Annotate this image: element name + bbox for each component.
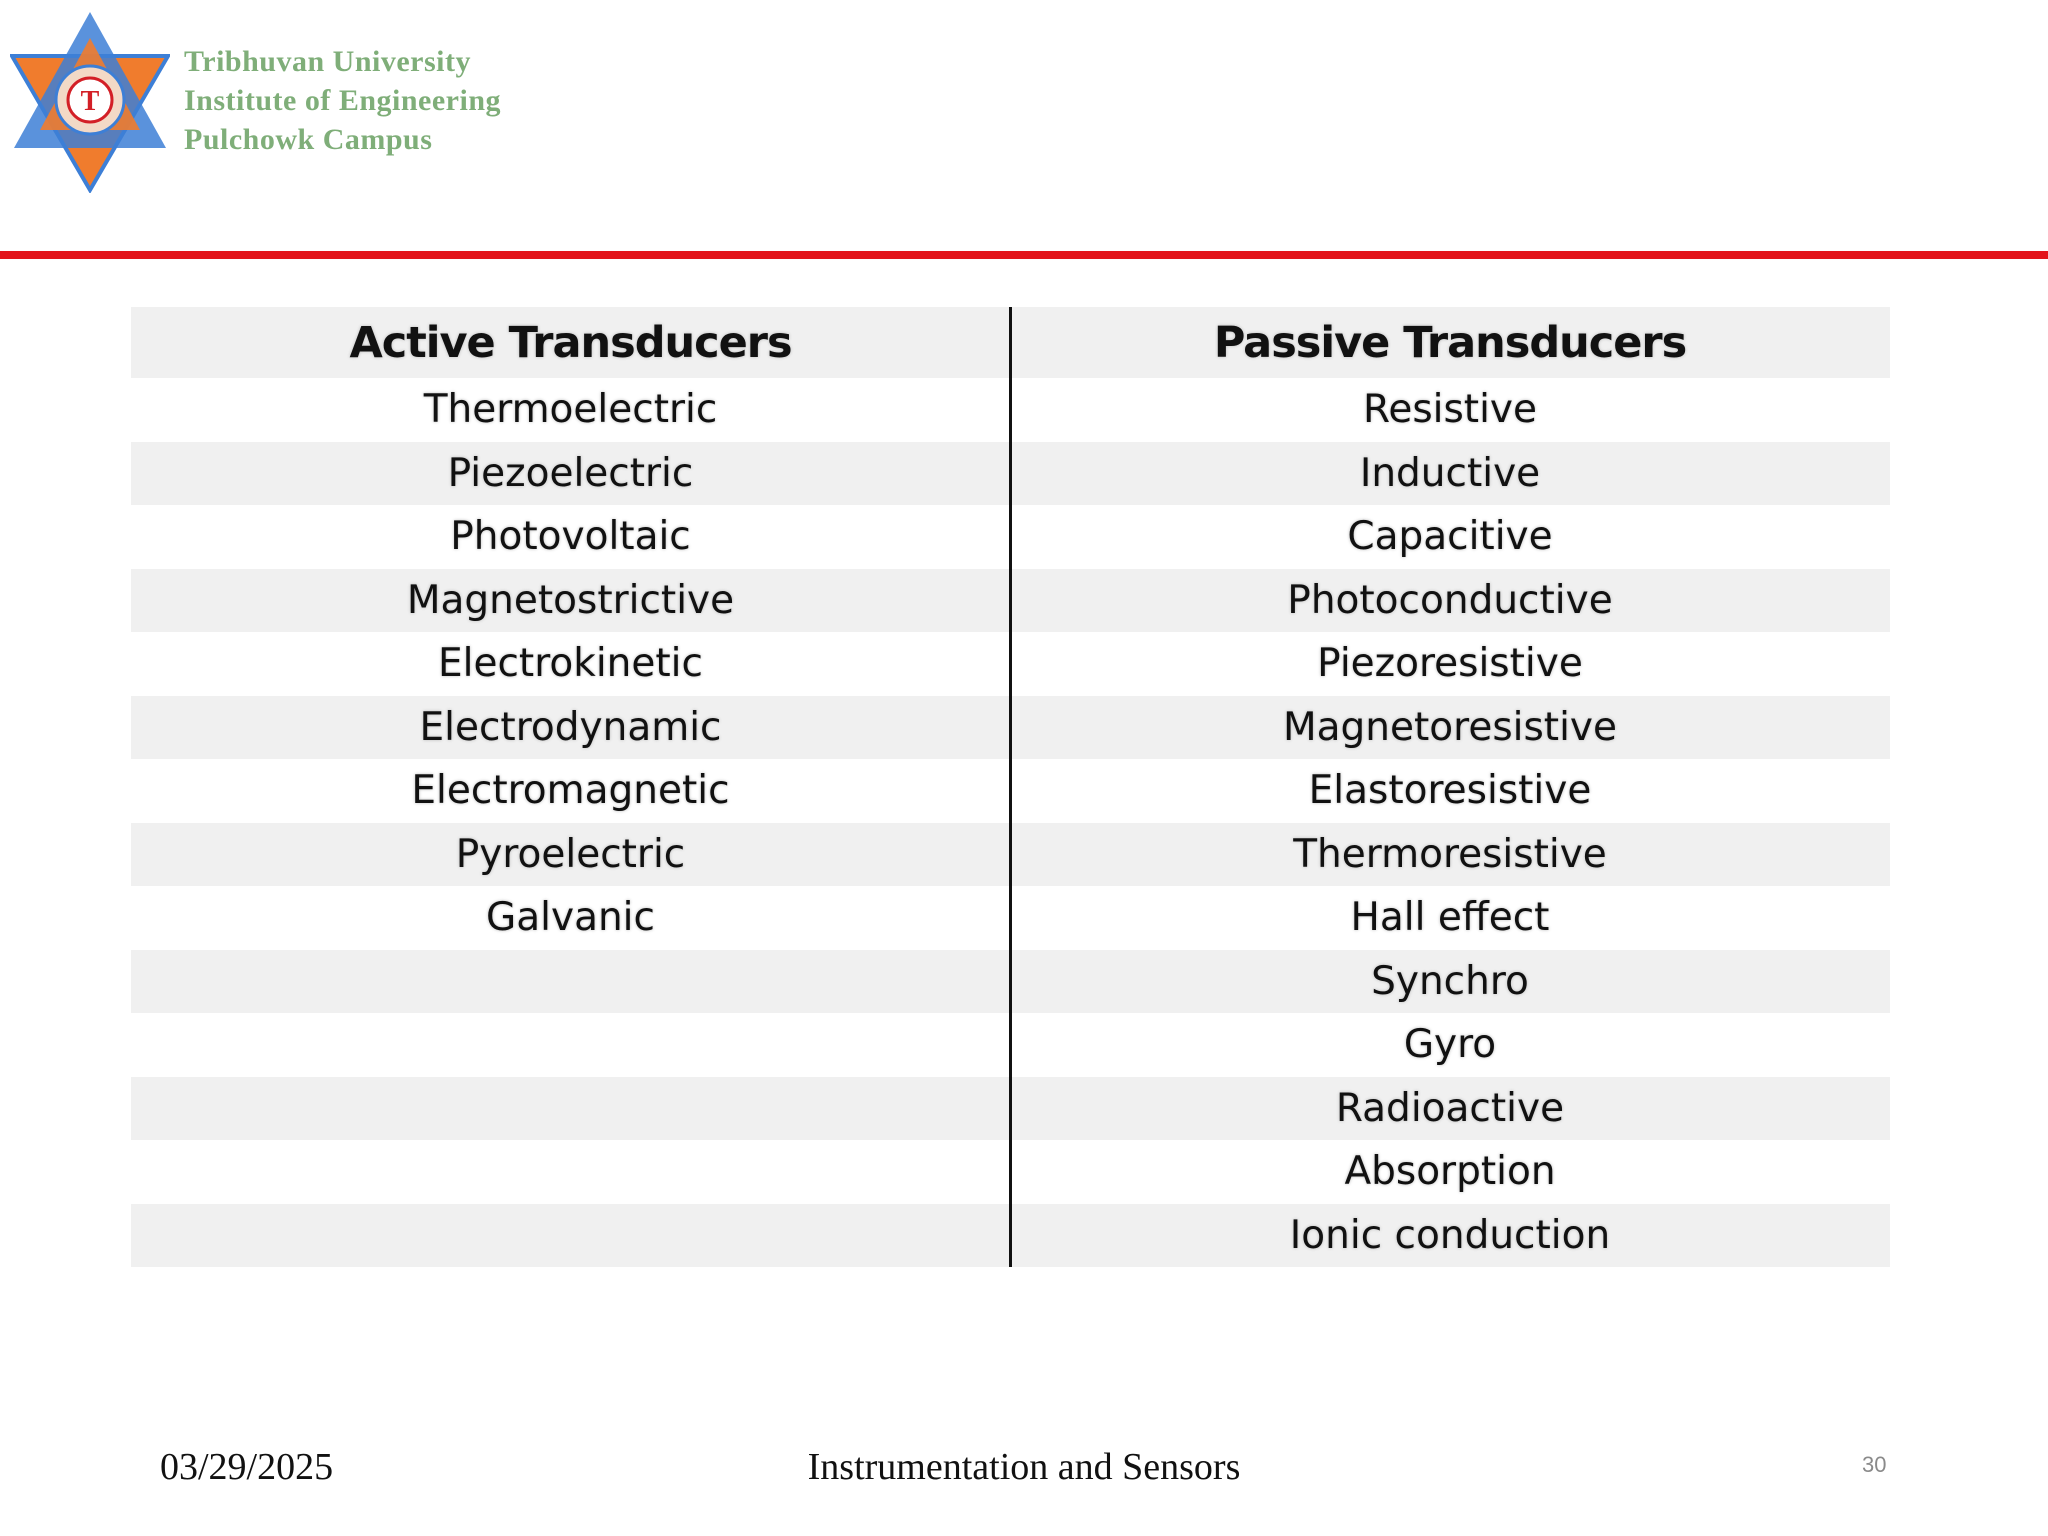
passive-transducer-cell: Elastoresistive: [1308, 768, 1592, 814]
passive-transducer-cell: Inductive: [1359, 450, 1541, 496]
logo-letter: T: [80, 86, 100, 117]
passive-transducer-cell: Thermoresistive: [1293, 831, 1607, 877]
passive-transducer-cell: Piezoresistive: [1317, 641, 1583, 687]
transducer-table: [131, 307, 1890, 1267]
passive-transducer-cell: Magnetoresistive: [1282, 704, 1617, 750]
institution-line-campus: Pulchowk Campus: [184, 123, 433, 156]
institution-name: [184, 42, 501, 159]
header-rule: [0, 251, 2048, 259]
column-header-passive: Passive Transducers: [1213, 317, 1687, 368]
slide-date: 03/29/2025: [160, 1446, 334, 1488]
active-transducer-cell: Thermoelectric: [423, 387, 718, 433]
active-transducer-cell: Magnetostrictive: [406, 577, 735, 623]
passive-transducer-cell: Capacitive: [1347, 514, 1553, 560]
active-transducer-cell: [131, 1140, 1010, 1204]
passive-transducer-cell: Resistive: [1362, 387, 1537, 433]
university-logo: [10, 8, 170, 193]
passive-transducer-cell: Hall effect: [1350, 895, 1550, 941]
slide-header: [0, 0, 2048, 255]
active-transducer-cell: Electrodynamic: [419, 704, 722, 750]
passive-transducer-cell: Absorption: [1344, 1149, 1556, 1195]
active-transducer-cell: Electrokinetic: [438, 641, 703, 687]
passive-transducer-cell: Ionic conduction: [1289, 1212, 1611, 1258]
active-transducer-cell: Pyroelectric: [455, 831, 686, 877]
column-header-active: Active Transducers: [349, 317, 792, 368]
active-transducer-cell: Photovoltaic: [450, 514, 691, 560]
institution-line-university: Tribhuvan University: [184, 45, 471, 78]
active-transducer-cell: [131, 1077, 1010, 1141]
active-transducer-cell: [131, 1204, 1010, 1268]
column-divider: [1009, 307, 1012, 1267]
passive-transducer-cell: Synchro: [1371, 958, 1529, 1004]
slide-footer-title: Instrumentation and Sensors: [807, 1446, 1241, 1488]
active-transducer-cell: Piezoelectric: [447, 450, 694, 496]
active-transducer-cell: [131, 950, 1010, 1014]
active-transducer-cell: Electromagnetic: [411, 768, 730, 814]
passive-transducer-cell: Photoconductive: [1287, 577, 1613, 623]
active-transducer-cell: Galvanic: [486, 895, 655, 941]
institution-line-institute: Institute of Engineering: [184, 84, 502, 117]
passive-transducer-cell: Gyro: [1403, 1022, 1497, 1068]
active-transducer-cell: [131, 1013, 1010, 1077]
passive-transducer-cell: Radioactive: [1335, 1085, 1565, 1131]
slide-page-number: 30: [1862, 1452, 1887, 1477]
